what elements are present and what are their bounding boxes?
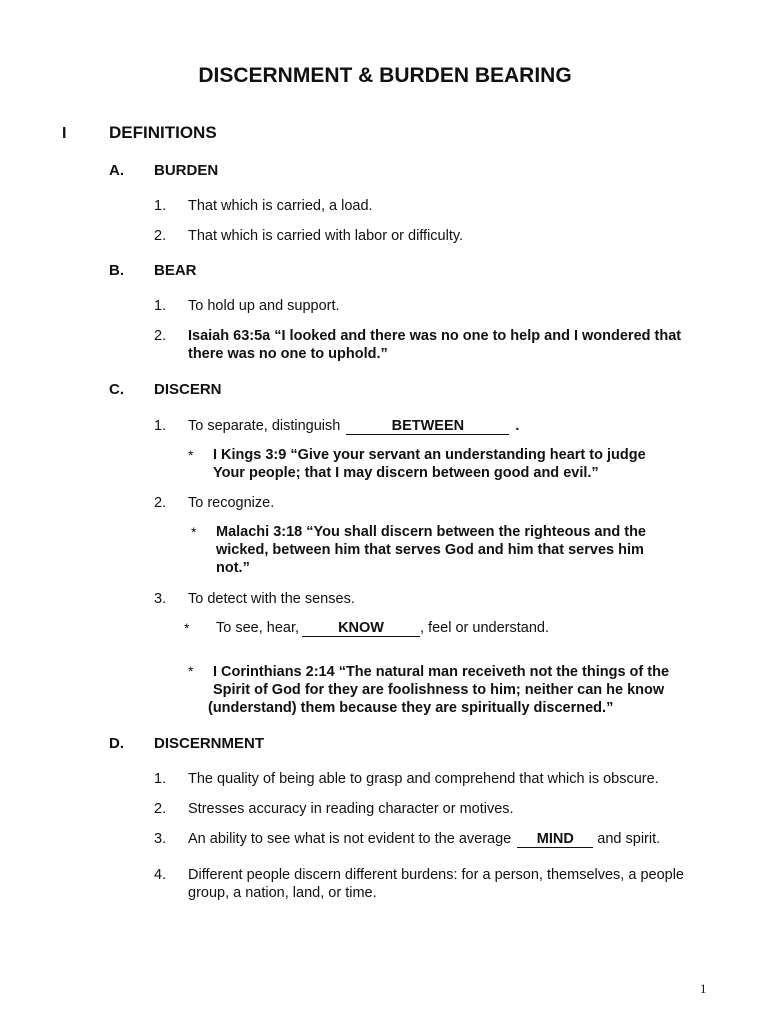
subsection-letter-a: A. xyxy=(109,162,124,179)
list-item-text: That which is carried, a load. xyxy=(188,198,373,214)
list-item-text xyxy=(216,620,549,637)
list-number: 1. xyxy=(154,418,167,434)
list-number: 4. xyxy=(154,867,167,883)
scripture-quote-line: Malachi 3:18 “You shall discern between the righteous and the xyxy=(216,524,646,540)
list-item-text: Stresses accuracy in reading character or motives. xyxy=(188,801,514,817)
subsection-heading-discernment: DISCERNMENT xyxy=(154,735,265,752)
bullet-asterisk: * xyxy=(191,524,197,540)
list-number: 1. xyxy=(154,298,167,314)
scripture-quote-line: Your people; that I may discern between good and evil.” xyxy=(213,465,599,481)
subsection-heading-bear: BEAR xyxy=(154,262,197,279)
fill-in-blank-answer: KNOW xyxy=(302,621,420,637)
fill-in-prefix: To see, hear, xyxy=(216,620,300,636)
subsection-letter-c: C. xyxy=(109,381,124,398)
bullet-asterisk: * xyxy=(188,663,194,679)
scripture-quote-line: there was no one to uphold.” xyxy=(188,346,388,362)
fill-in-suffix: . xyxy=(515,418,520,434)
scripture-quote-line: Isaiah 63:5a “I looked and there was no one to help and I wondered that xyxy=(188,328,682,344)
list-item-text: That which is carried with labor or difficulty. xyxy=(188,228,464,244)
list-number: 2. xyxy=(154,495,167,511)
fill-in-prefix: To separate, distinguish xyxy=(188,418,341,434)
section-heading: DEFINITIONS xyxy=(109,123,217,142)
fill-in-blank-answer: BETWEEN xyxy=(346,419,509,435)
page-title: DISCERNMENT & BURDEN BEARING xyxy=(198,64,572,87)
section-numeral: I xyxy=(62,125,67,142)
list-item-text: The quality of being able to grasp and comprehend that which is obscure. xyxy=(188,771,659,787)
subsection-heading-discern: DISCERN xyxy=(154,381,222,398)
list-item-text: To hold up and support. xyxy=(188,298,340,314)
scripture-quote-line: I Kings 3:9 “Give your servant an understanding heart to judge xyxy=(213,447,646,463)
list-item-text: To detect with the senses. xyxy=(188,591,355,607)
scripture-quote-line: Spirit of God for they are foolishness to him; neither can he know xyxy=(213,682,665,698)
subsection-heading-burden: BURDEN xyxy=(154,162,219,179)
list-item-text xyxy=(188,418,519,435)
scripture-quote-line: (understand) them because they are spiritually discerned.” xyxy=(208,700,614,716)
list-item-text: To recognize. xyxy=(188,495,275,511)
fill-in-suffix: , feel or understand. xyxy=(420,620,550,636)
scripture-quote-line: I Corinthians 2:14 “The natural man receiveth not the things of the xyxy=(213,664,670,680)
list-number: 1. xyxy=(154,771,167,787)
list-number: 2. xyxy=(154,801,167,817)
list-number: 2. xyxy=(154,228,167,244)
subsection-letter-d: D. xyxy=(109,735,124,752)
scripture-quote-line: not.” xyxy=(216,560,250,576)
fill-in-blank-answer: MIND xyxy=(517,832,593,848)
list-number: 3. xyxy=(154,591,167,607)
list-item-text: Different people discern different burdens: for a person, themselves, a people xyxy=(188,867,684,883)
scripture-quote-line: wicked, between him that serves God and him that serves him xyxy=(216,542,644,558)
list-number: 2. xyxy=(154,328,167,344)
fill-in-suffix: and spirit. xyxy=(597,831,661,847)
subsection-letter-b: B. xyxy=(109,262,124,279)
list-item-text: group, a nation, land, or time. xyxy=(188,885,377,901)
bullet-asterisk: * xyxy=(188,447,194,463)
fill-in-prefix: An ability to see what is not evident to the average xyxy=(188,831,512,847)
list-number: 3. xyxy=(154,831,167,847)
bullet-asterisk: * xyxy=(184,620,190,636)
list-item-text xyxy=(188,831,660,848)
list-number: 1. xyxy=(154,198,167,214)
page-number: 1 xyxy=(700,981,707,996)
